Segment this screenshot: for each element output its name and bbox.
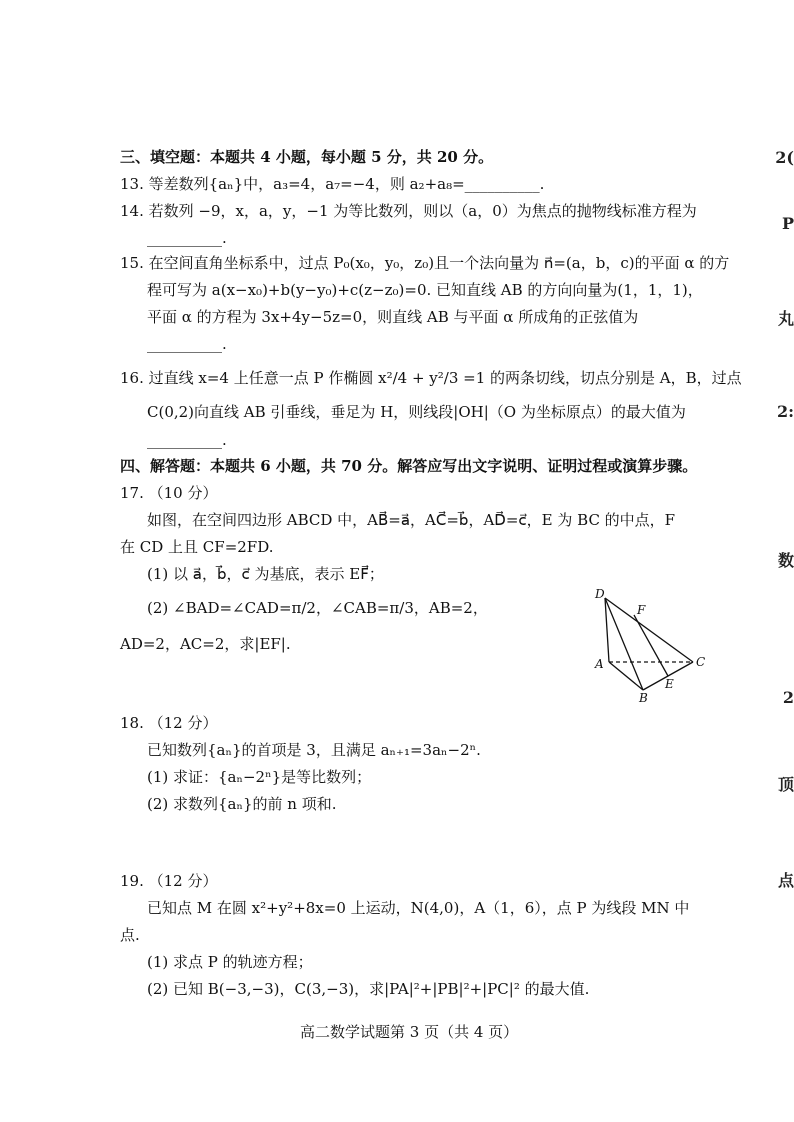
segment-EF [634,615,668,676]
q15-line1: 15. 在空间直角坐标系中，过点 P₀(x₀，y₀，z₀)且一个法向量为 n⃗=(a，b，c)的平面 α 的方 [120,254,730,272]
edge-char-5: 数 [777,551,794,570]
q17-line2: 在 CD 上且 CF=2FD. [120,538,274,556]
q15-line4: __________. [147,335,227,353]
q15-line3: 平面 α 的方程为 3x+4y−5z=0，则直线 AB 与平面 α 所成角的正弦值为 [147,308,639,326]
label-A: A [595,657,604,671]
tetrahedron-figure [585,584,715,706]
q14-line2: __________. [147,229,227,247]
q17-line5: AD=2，AC=2，求|EF|. [120,635,291,653]
q18-label: 18. （12 分） [120,714,218,732]
edge-char-6: 2 [782,688,794,707]
edge-char-7: 顶 [777,775,794,794]
section4-heading: 四、解答题：本题共 6 小题，共 70 分。解答应写出文字说明、证明过程或演算步骤。 [120,457,698,475]
q17-label: 17. （10 分） [120,484,218,502]
q16-line3: __________. [147,431,227,449]
q17-line1: 如图，在空间四边形 ABCD 中，AB⃗=a⃗，AC⃗=b⃗，AD⃗=c⃗，E 为 BC 的中点，F [147,511,676,529]
page-footer: 高二数学试题第 3 页（共 4 页） [300,1023,519,1041]
q14-line1: 14. 若数列 −9，x，a，y，−1 为等比数列，则以（a，0）为焦点的抛物线标准方程为 [120,202,697,220]
q16-line1: 16. 过直线 x=4 上任意一点 P 作椭圆 x²/4 + y²/3 =1 的两条切线，切点分别是 A，B，过点 [120,369,742,387]
label-B: B [639,691,648,705]
q19-line2: 点. [120,926,140,944]
q16-line2: C(0,2)向直线 AB 引垂线，垂足为 H，则线段|OH|（O 为坐标原点）的最大值为 [147,403,686,421]
section3-heading: 三、填空题：本题共 4 小题，每小题 5 分，共 20 分。 [120,148,494,166]
q17-line4: (2) ∠BAD=∠CAD=π/2，∠CAB=π/3，AB=2， [147,599,488,617]
edge-char-2: P [781,214,794,233]
label-F: F [637,603,646,617]
edge-char-4: 2: [776,402,794,421]
q18-line1: 已知数列{aₙ}的首项是 3，且满足 aₙ₊₁=3aₙ−2ⁿ. [147,741,481,759]
q19-line3: (1) 求点 P 的轨迹方程； [147,953,313,971]
q19-line1: 已知点 M 在圆 x²+y²+8x=0 上运动，N(4,0)，A（1，6），点 P 为线段 MN 中 [147,899,690,917]
edge-char-1: 2( [775,148,794,167]
q17-line3: (1) 以 a⃗，b⃗，c⃗ 为基底，表示 EF⃗； [147,565,384,583]
label-C: C [696,655,706,669]
label-E: E [665,677,674,691]
q13-text: 13. 等差数列{aₙ}中，a₃=4，a₇=−4，则 a₂+a₈=__________. [120,175,545,193]
q19-line4: (2) 已知 B(−3,−3)，C(3,−3)，求|PA|²+|PB|²+|PC|² 的最大值. [147,980,590,998]
q15-line2: 程可写为 a(x−x₀)+b(y−y₀)+c(z−z₀)=0. 已知直线 AB 的方向向量为(1，1，1)， [147,281,703,299]
label-D: D [595,587,605,601]
q18-line2: (1) 求证：{aₙ−2ⁿ}是等比数列； [147,768,372,786]
edge-char-8: 点 [777,871,794,890]
edge-char-3: 丸 [777,309,794,328]
q18-line3: (2) 求数列{aₙ}的前 n 项和. [147,795,337,813]
q19-label: 19. （12 分） [120,872,218,890]
